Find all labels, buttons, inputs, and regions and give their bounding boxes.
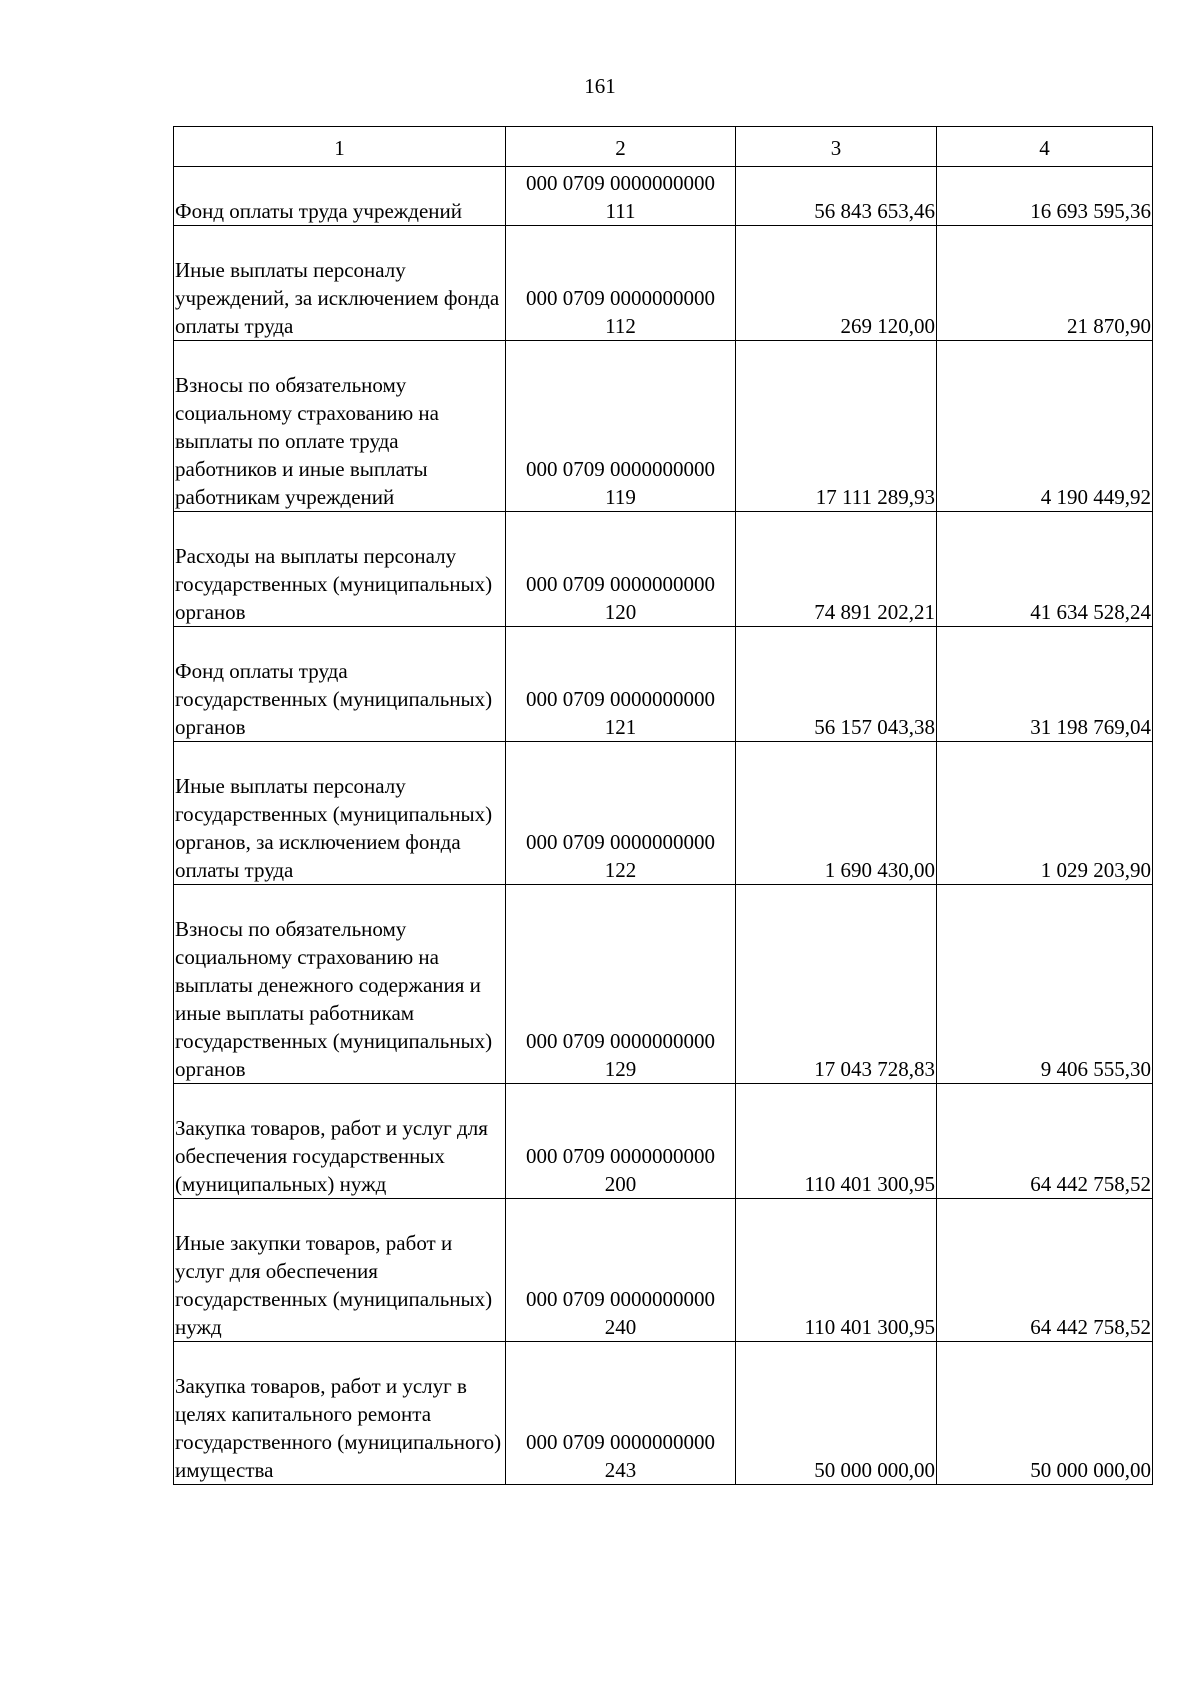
- code-prefix: 000 0709 0000000000: [526, 687, 715, 711]
- table-row: [174, 1199, 1153, 1342]
- code-suffix: 243: [604, 1458, 637, 1482]
- table-row: [174, 1084, 1153, 1199]
- code-suffix: 200: [604, 1172, 637, 1196]
- column-header-1: 1: [174, 127, 506, 167]
- row-name: Взносы по обязательному социальному страхованию на выплаты денежного содержания и иные выплаты работникам государственных (муниципальных) органов: [174, 885, 506, 1084]
- row-code: [506, 512, 736, 627]
- table-row: [174, 226, 1153, 341]
- row-code: [506, 627, 736, 742]
- code-prefix: 000 0709 0000000000: [526, 457, 715, 481]
- code-suffix: 121: [604, 715, 637, 739]
- row-value-col3: 110 401 300,95: [736, 1199, 937, 1342]
- row-value-col4: 50 000 000,00: [937, 1342, 1153, 1485]
- row-code: [506, 1342, 736, 1485]
- row-value-col4: 1 029 203,90: [937, 742, 1153, 885]
- row-name: Фонд оплаты труда учреждений: [174, 167, 506, 226]
- code-suffix: 129: [604, 1057, 637, 1081]
- column-header-2: 2: [506, 127, 736, 167]
- code-prefix: 000 0709 0000000000: [526, 171, 715, 195]
- row-name: Фонд оплаты труда государственных (муниципальных) органов: [174, 627, 506, 742]
- table-row: [174, 167, 1153, 226]
- table-row: [174, 341, 1153, 512]
- row-value-col4: 4 190 449,92: [937, 341, 1153, 512]
- table-row: [174, 1342, 1153, 1485]
- row-value-col3: 1 690 430,00: [736, 742, 937, 885]
- row-name: Закупка товаров, работ и услуг в целях капитального ремонта государственного (муниципального) имущества: [174, 1342, 506, 1485]
- row-code: [506, 1084, 736, 1199]
- code-suffix: 111: [605, 199, 636, 223]
- row-name: Закупка товаров, работ и услуг для обеспечения государственных (муниципальных) нужд: [174, 1084, 506, 1199]
- code-suffix: 120: [604, 600, 637, 624]
- row-value-col4: 64 442 758,52: [937, 1084, 1153, 1199]
- column-header-4: 4: [937, 127, 1153, 167]
- row-name: Взносы по обязательному социальному страхованию на выплаты по оплате труда работников и иные выплаты работникам учреждений: [174, 341, 506, 512]
- code-suffix: 112: [605, 314, 636, 338]
- row-code: [506, 341, 736, 512]
- code-suffix: 240: [604, 1315, 637, 1339]
- row-code: [506, 167, 736, 226]
- header-row: [174, 127, 1153, 167]
- row-code: [506, 885, 736, 1084]
- code-prefix: 000 0709 0000000000: [526, 830, 715, 854]
- code-prefix: 000 0709 0000000000: [526, 286, 715, 310]
- row-value-col4: 41 634 528,24: [937, 512, 1153, 627]
- budget-table: [173, 126, 1153, 1485]
- code-prefix: 000 0709 0000000000: [526, 1029, 715, 1053]
- column-header-3: 3: [736, 127, 937, 167]
- row-name: Иные выплаты персоналу учреждений, за исключением фонда оплаты труда: [174, 226, 506, 341]
- row-value-col4: 9 406 555,30: [937, 885, 1153, 1084]
- code-prefix: 000 0709 0000000000: [526, 572, 715, 596]
- row-name: Иные закупки товаров, работ и услуг для обеспечения государственных (муниципальных) нужд: [174, 1199, 506, 1342]
- row-name: Иные выплаты персоналу государственных (муниципальных) органов, за исключением фонда оплаты труда: [174, 742, 506, 885]
- row-code: [506, 1199, 736, 1342]
- code-prefix: 000 0709 0000000000: [526, 1430, 715, 1454]
- code-suffix: 122: [604, 858, 637, 882]
- row-value-col3: 50 000 000,00: [736, 1342, 937, 1485]
- row-value-col3: 56 843 653,46: [736, 167, 937, 226]
- code-prefix: 000 0709 0000000000: [526, 1144, 715, 1168]
- code-prefix: 000 0709 0000000000: [526, 1287, 715, 1311]
- table-row: [174, 742, 1153, 885]
- table-row: [174, 885, 1153, 1084]
- code-suffix: 119: [605, 485, 636, 509]
- row-code: [506, 226, 736, 341]
- row-value-col3: 74 891 202,21: [736, 512, 937, 627]
- row-value-col4: 31 198 769,04: [937, 627, 1153, 742]
- row-code: [506, 742, 736, 885]
- table-row: [174, 512, 1153, 627]
- row-value-col3: 56 157 043,38: [736, 627, 937, 742]
- row-value-col3: 269 120,00: [736, 226, 937, 341]
- row-value-col3: 17 111 289,93: [736, 341, 937, 512]
- row-value-col4: 21 870,90: [937, 226, 1153, 341]
- page-number: 161: [584, 74, 616, 98]
- row-value-col3: 17 043 728,83: [736, 885, 937, 1084]
- row-name: Расходы на выплаты персоналу государственных (муниципальных) органов: [174, 512, 506, 627]
- row-value-col4: 16 693 595,36: [937, 167, 1153, 226]
- row-value-col3: 110 401 300,95: [736, 1084, 937, 1199]
- row-value-col4: 64 442 758,52: [937, 1199, 1153, 1342]
- table-row: [174, 627, 1153, 742]
